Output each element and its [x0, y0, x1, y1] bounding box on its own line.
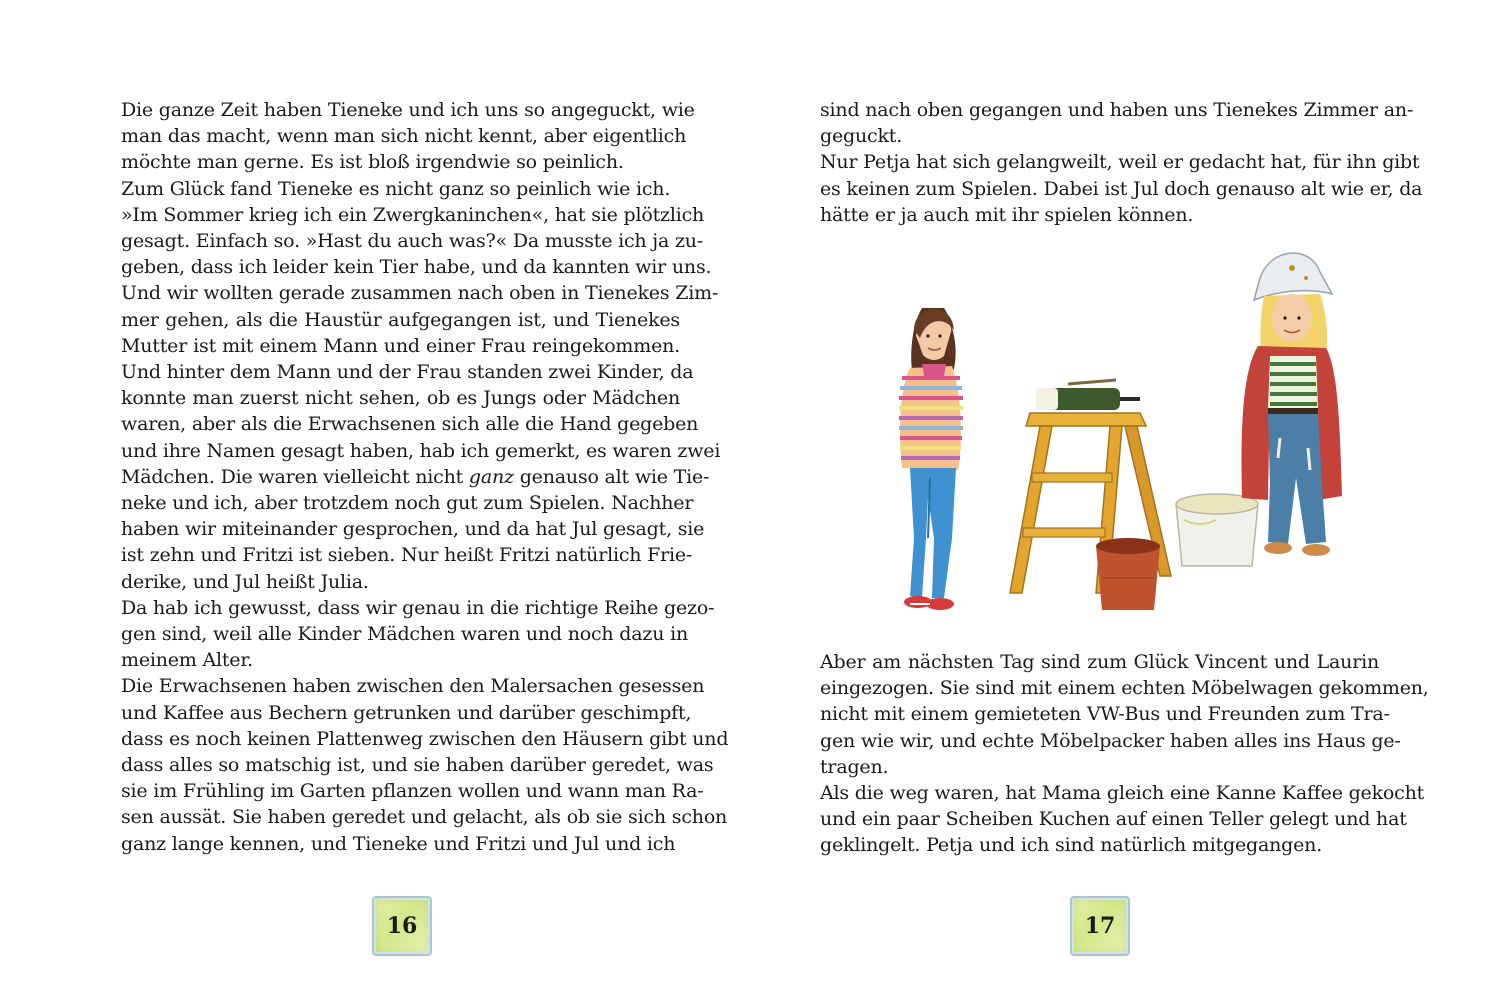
text-line: und Kaffee aus Bechern getrunken und darüber geschimpft, [121, 701, 692, 724]
text-line: Aber am nächsten Tag sind zum Glück Vincent und Laurin [820, 651, 1379, 673]
text-line [121, 464, 710, 490]
text-line: nicht mit einem gemieteten VW-Bus und Freunden zum Tra- [820, 703, 1390, 726]
text-line: Die ganze Zeit haben Tieneke und ich uns so angeguckt, wie [121, 99, 695, 121]
text-line: Da hab ich gewusst, dass wir genau in die richtige Reihe gezo- [121, 596, 715, 619]
text-line: hätte er ja auch mit ihr spielen können. [820, 203, 1194, 226]
red-bucket-icon [1096, 538, 1160, 610]
text-line: Und wir wollten gerade zusammen nach oben in Tienekes Zim- [121, 282, 719, 305]
text-line: es keinen zum Spielen. Dabei ist Jul doch genauso alt wie er, da [820, 177, 1423, 200]
italic-word: ganz [468, 465, 514, 488]
text-line: Mutter ist mit einem Mann und einer Frau reingekommen. [121, 334, 680, 357]
text-line: geben, dass ich leider kein Tier habe, und da kannten wir uns. [121, 256, 712, 279]
text-line: geguckt. [820, 125, 903, 148]
right-page [750, 0, 1500, 1007]
page-number-label: 17 [1084, 913, 1116, 939]
text-line: mer gehen, als die Haustür aufgegangen ist, und Tienekes [121, 308, 680, 331]
text-line: und ein paar Scheiben Kuchen auf einen Teller gelegt und hat [820, 808, 1407, 831]
paint-bucket-icon [1176, 494, 1258, 566]
text-line: sen aussät. Sie haben geredet und gelacht, als ob sie sich schon [121, 806, 728, 829]
text-line: ganz lange kennen, und Tieneke und Fritzi und Jul und ich [121, 832, 676, 855]
text-line: ist zehn und Fritzi ist sieben. Nur heißt Fritzi natürlich Frie- [121, 544, 693, 567]
text-line: konnte man zuerst nicht sehen, ob es Jungs oder Mädchen [121, 387, 680, 410]
text-line: waren, aber als die Erwachsenen sich alle die Hand gegeben [121, 413, 699, 436]
text-line: geklingelt. Petja und ich sind natürlich mitgegangen. [820, 834, 1323, 857]
page-number-left [372, 896, 432, 956]
text-line: sind nach oben gegangen und haben uns Tienekes Zimmer an- [820, 99, 1414, 121]
text-line: meinem Alter. [121, 649, 253, 672]
text-line: möchte man gerne. Es ist bloß irgendwie so peinlich. [121, 151, 624, 174]
girl-striped-sweater [899, 308, 963, 610]
text-line: »Im Sommer krieg ich ein Zwergkaninchen«, hat sie plötzlich [121, 203, 705, 226]
text-line: Zum Glück fand Tieneke es nicht ganz so peinlich wie ich. [121, 177, 671, 200]
text-line: eingezogen. Sie sind mit einem echten Möbelwagen gekommen, [820, 677, 1429, 700]
text-line: haben wir miteinander gesprochen, und da hat Jul gesagt, sie [121, 518, 705, 541]
text-line: neke und ich, aber trotzdem noch gut zum Spielen. Nachher [121, 492, 694, 514]
text-segment: Mädchen. Die waren vielleicht nicht [121, 465, 469, 488]
text-line: derike, und Jul heißt Julia. [121, 570, 369, 593]
text-line: dass alles so matschig ist, und sie haben darüber geredet, was [121, 754, 714, 776]
text-line: gesagt. Einfach so. »Hast du auch was?« Da musste ich ja zu- [121, 230, 704, 252]
illustration-girls-with-ladder [840, 238, 1360, 628]
page-number-label: 16 [386, 913, 418, 939]
text-line: gen sind, weil alle Kinder Mädchen waren und noch dazu in [121, 623, 688, 645]
text-line: sie im Frühling im Garten pflanzen wollen und wann man Ra- [121, 780, 704, 803]
text-line: dass es noch keinen Plattenweg zwischen den Häusern gibt und [121, 727, 729, 750]
text-line: gen wie wir, und echte Möbelpacker haben alles ins Haus ge- [820, 729, 1401, 752]
text-line: man das macht, wenn man sich nicht kennt, aber eigentlich [121, 125, 687, 148]
page-number-right [1070, 896, 1130, 956]
text-segment: genauso alt wie Tie- [513, 465, 710, 488]
text-line: Nur Petja hat sich gelangweilt, weil er gedacht hat, für ihn gibt [820, 151, 1420, 174]
text-line: Als die weg waren, hat Mama gleich eine Kanne Kaffee gekocht [820, 782, 1425, 804]
text-line: und ihre Namen gesagt haben, hab ich gemerkt, es waren zwei [121, 439, 721, 462]
text-line: Die Erwachsenen haben zwischen den Malersachen gesessen [121, 675, 705, 698]
text-line: Und hinter dem Mann und der Frau standen zwei Kinder, da [121, 361, 694, 383]
text-line: tragen. [820, 755, 889, 778]
